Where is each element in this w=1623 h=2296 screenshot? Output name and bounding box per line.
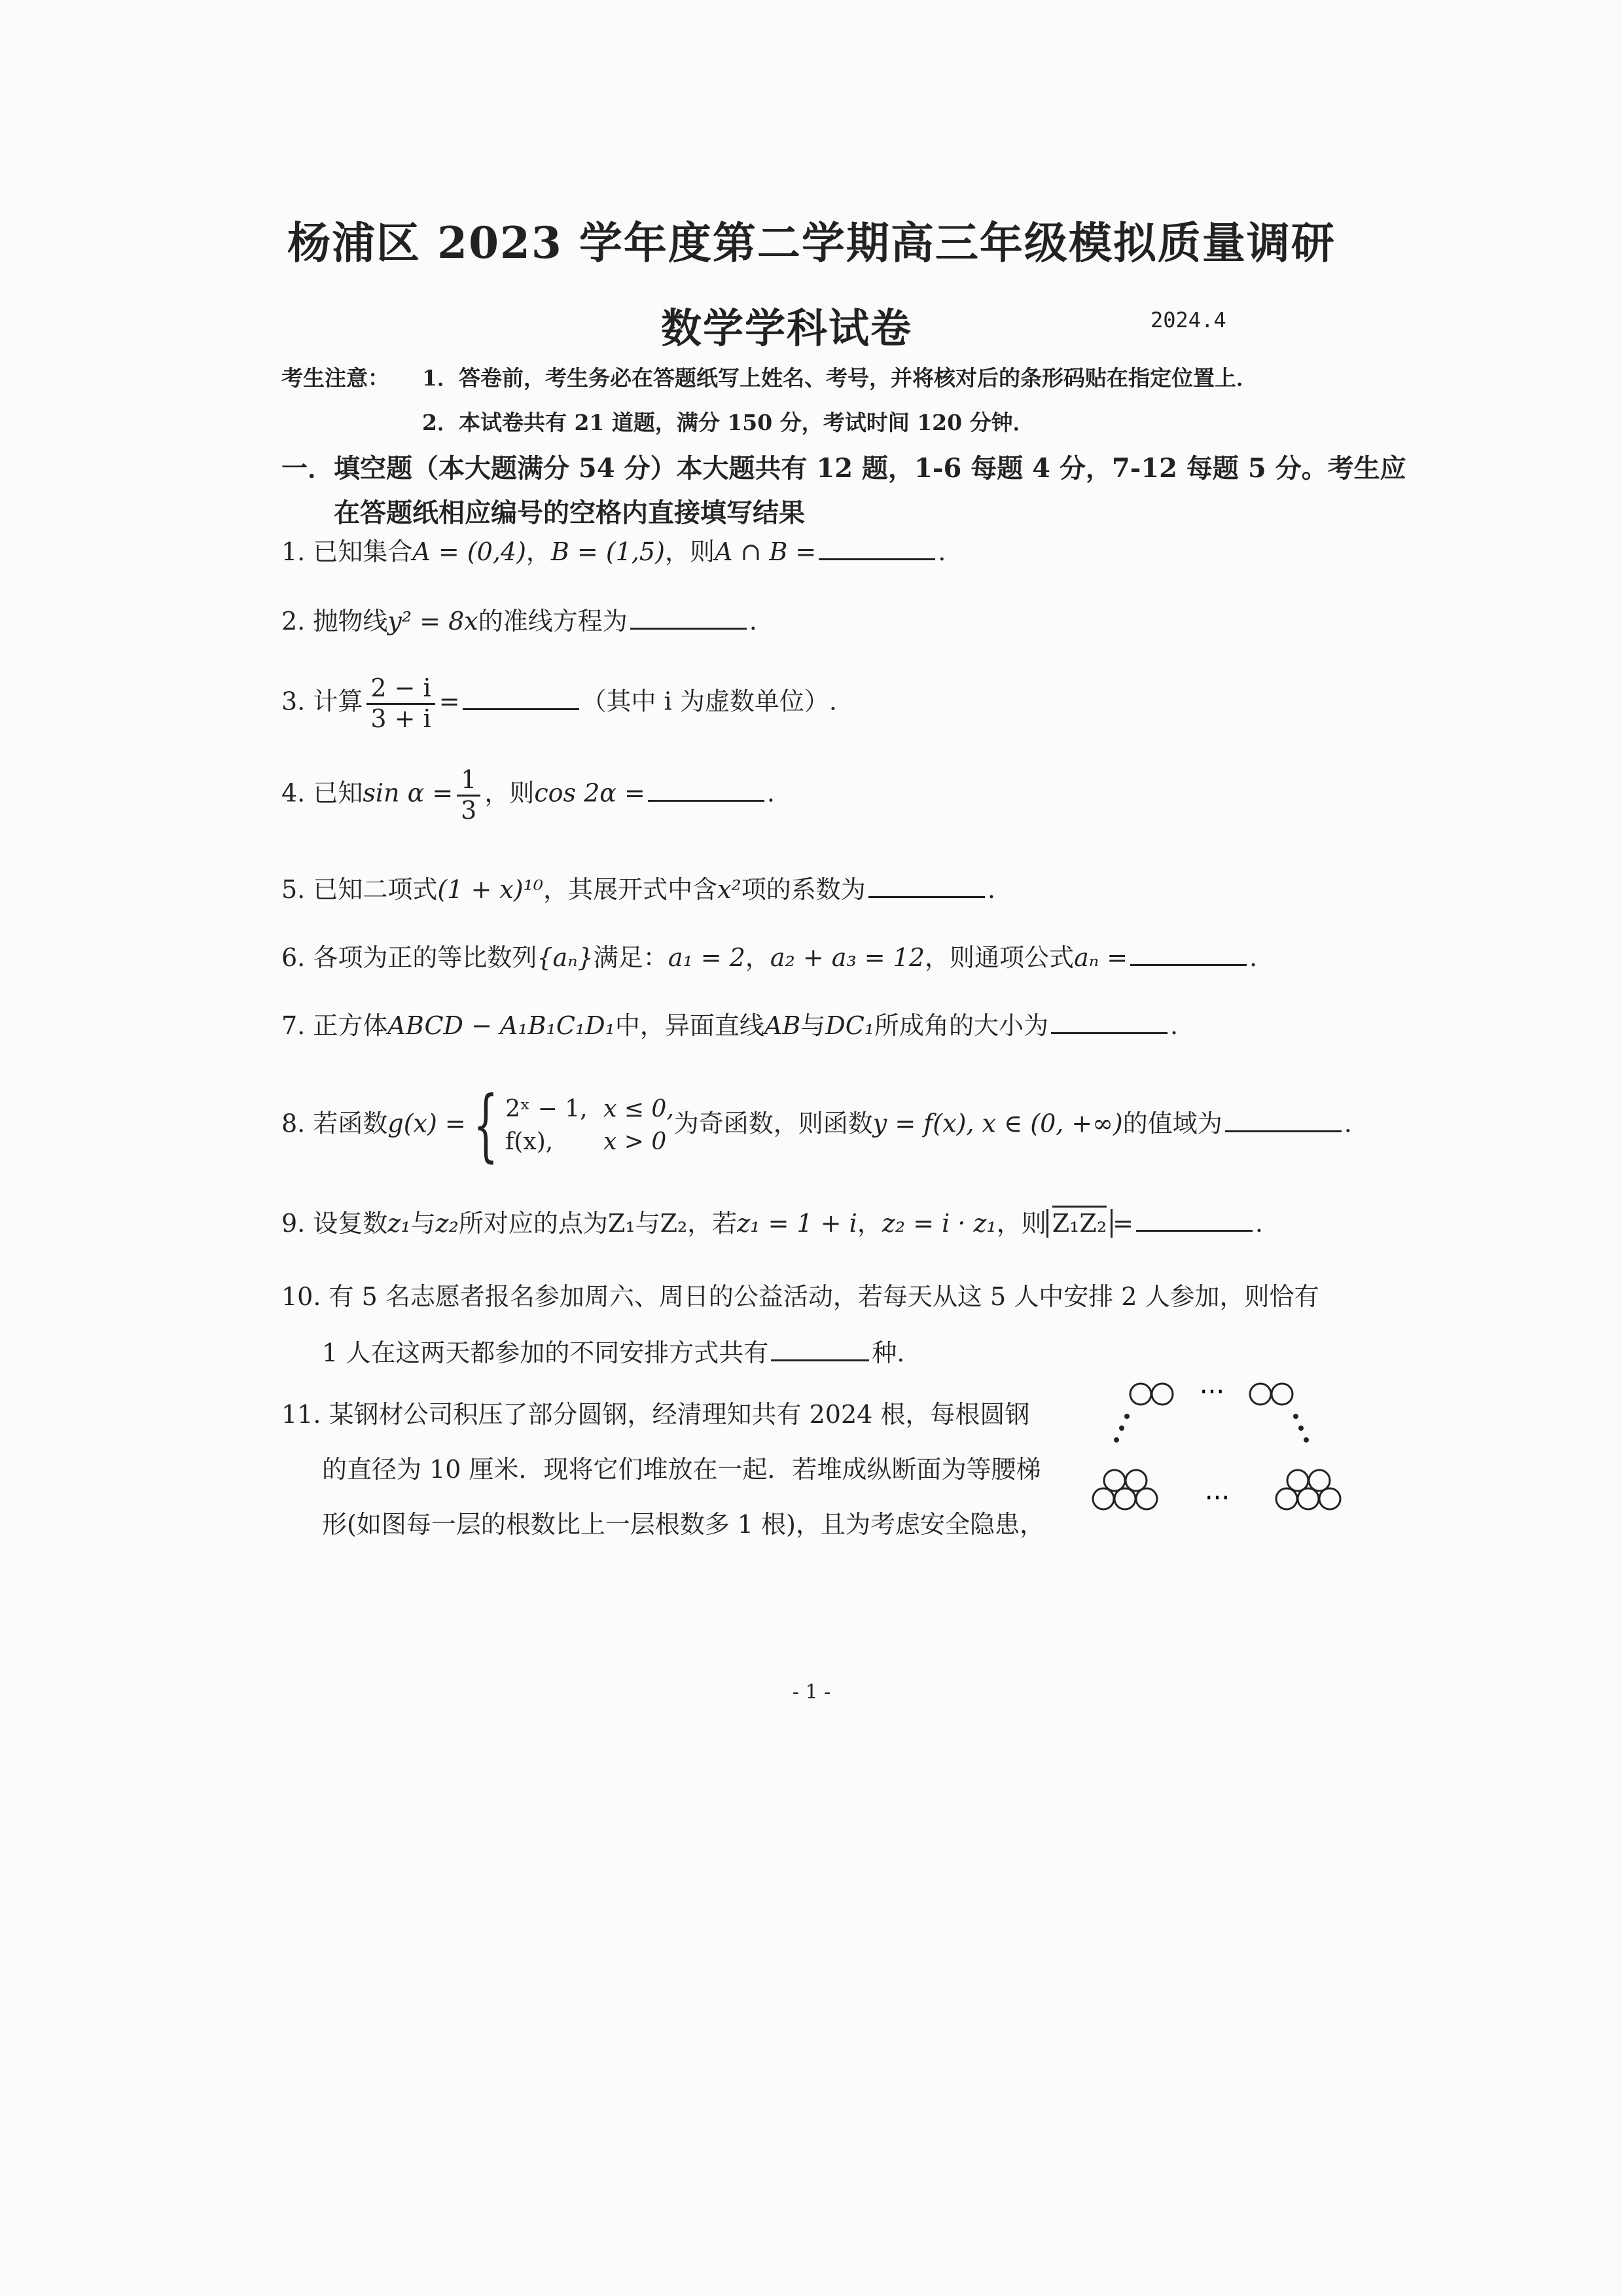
rod-circle	[1319, 1488, 1340, 1509]
question-11-line2: 的直径为 10 厘米．现将它们堆放在一起．若堆成纵断面为等腰梯	[322, 1455, 1041, 1484]
rod-circle	[1115, 1488, 1135, 1509]
rod-circle	[1130, 1384, 1151, 1405]
answer-blank[interactable]	[1051, 1010, 1168, 1034]
question-6: 6. 各项为正的等比数列{aₙ}满足：a₁ = 2，a₂ + a₃ = 12，则通项公式aₙ = .	[281, 943, 1258, 972]
fraction: $\frac{2 - i}{3 + i}$	[366, 674, 435, 733]
dot-icon	[1114, 1437, 1119, 1443]
rod-circle	[1276, 1488, 1297, 1509]
left-brace-icon: {	[473, 1080, 498, 1171]
answer-blank[interactable]	[1130, 942, 1247, 966]
fraction: $\frac{1}{3}$	[457, 766, 480, 825]
section-heading-cont: 在答题纸相应编号的空格内直接填写结果	[334, 497, 805, 528]
dot-icon	[1119, 1426, 1124, 1431]
answer-blank[interactable]	[1136, 1208, 1253, 1232]
dot-icon	[1304, 1437, 1309, 1443]
question-1: 1. 已知集合A = (0,4)，B = (1,5)，则A ∩ B = .	[281, 537, 946, 566]
rod-circle	[1272, 1384, 1293, 1405]
answer-blank[interactable]	[630, 605, 747, 630]
answer-blank[interactable]	[868, 874, 985, 898]
answer-blank[interactable]	[771, 1337, 869, 1361]
question-2: 2. 抛物线y² = 8x的准线方程为 .	[281, 607, 757, 636]
rod-circle	[1093, 1488, 1114, 1509]
question-11: 11. 某钢材公司积压了部分圆钢，经清理知共有 2024 根，每根圆钢	[281, 1400, 1030, 1429]
exam-title: 杨浦区 2023 学年度第二学期高三年级模拟质量调研	[287, 217, 1336, 268]
answer-blank[interactable]	[648, 778, 764, 802]
question-10: 10. 有 5 名志愿者报名参加周六、周日的公益活动，若每天从这 5 人中安排 2 人参加，则恰有	[281, 1282, 1319, 1311]
rod-circle	[1152, 1384, 1173, 1405]
rod-circle	[1298, 1488, 1319, 1509]
question-8: 8. 若函数g(x) ={ 2ˣ − 1, x ≤ 0, f(x), x > 0 为奇函数，则函数y = f(x), x ∈ (0, +∞)的值域为 .	[281, 1080, 1352, 1171]
ellipsis-icon: ···	[1199, 1381, 1225, 1407]
answer-blank[interactable]	[463, 686, 579, 710]
notice-label: 考生注意：	[281, 365, 389, 391]
notice-item-1: 1．答卷前，考生务必在答题纸写上姓名、考号，并将核对后的条形码贴在指定位置上．	[422, 365, 1258, 391]
section-heading: 一．填空题（本大题满分 54 分）本大题共有 12 题，1-6 每题 4 分，7-12 每题 5 分。考生应	[281, 453, 1406, 484]
rod-circle	[1136, 1488, 1157, 1509]
rod-stack-figure	[1086, 1381, 1361, 1532]
dot-icon	[1298, 1426, 1304, 1431]
modulus-expression: Z₁Z₂	[1046, 1209, 1113, 1238]
answer-blank[interactable]	[819, 536, 935, 560]
question-5: 5. 已知二项式(1 + x)¹⁰，其展开式中含x²项的系数为 .	[281, 875, 995, 904]
question-4: 4. 已知sin α = $\frac{1}{3}$ ，则cos 2α = .	[281, 765, 775, 825]
dot-icon	[1124, 1414, 1130, 1419]
rod-circle	[1250, 1384, 1271, 1405]
question-11-line3: 形(如图每一层的根数比上一层根数多 1 根)，且为考虑安全隐患，	[322, 1510, 1044, 1539]
question-3: 3. 计算 $\frac{2 - i}{3 + i}$ = （其中 i 为虚数单位）.	[281, 673, 837, 733]
ellipsis-icon: ···	[1204, 1483, 1230, 1513]
question-9: 9. 设复数z₁与z₂所对应的点为Z₁与Z₂，若z₁ = 1 + i，z₂ = i · z₁，则 Z₁Z₂ = .	[281, 1203, 1263, 1239]
exam-date: 2024.4	[1150, 308, 1226, 332]
notice-item-2: 2．本试卷共有 21 道题，满分 150 分，考试时间 120 分钟．	[422, 410, 1035, 435]
answer-blank[interactable]	[1225, 1108, 1342, 1132]
dot-icon	[1293, 1414, 1298, 1419]
question-10-cont: 1 人在这两天都参加的不同安排方式共有 种.	[322, 1338, 905, 1367]
question-7: 7. 正方体ABCD − A₁B₁C₁D₁中，异面直线AB与DC₁所成角的大小为 .	[281, 1011, 1179, 1040]
exam-subtitle: 数学学科试卷	[661, 304, 913, 352]
page-number: - 1 -	[792, 1681, 831, 1704]
piecewise-cases: 2ˣ − 1, x ≤ 0, f(x), x > 0	[505, 1095, 674, 1155]
